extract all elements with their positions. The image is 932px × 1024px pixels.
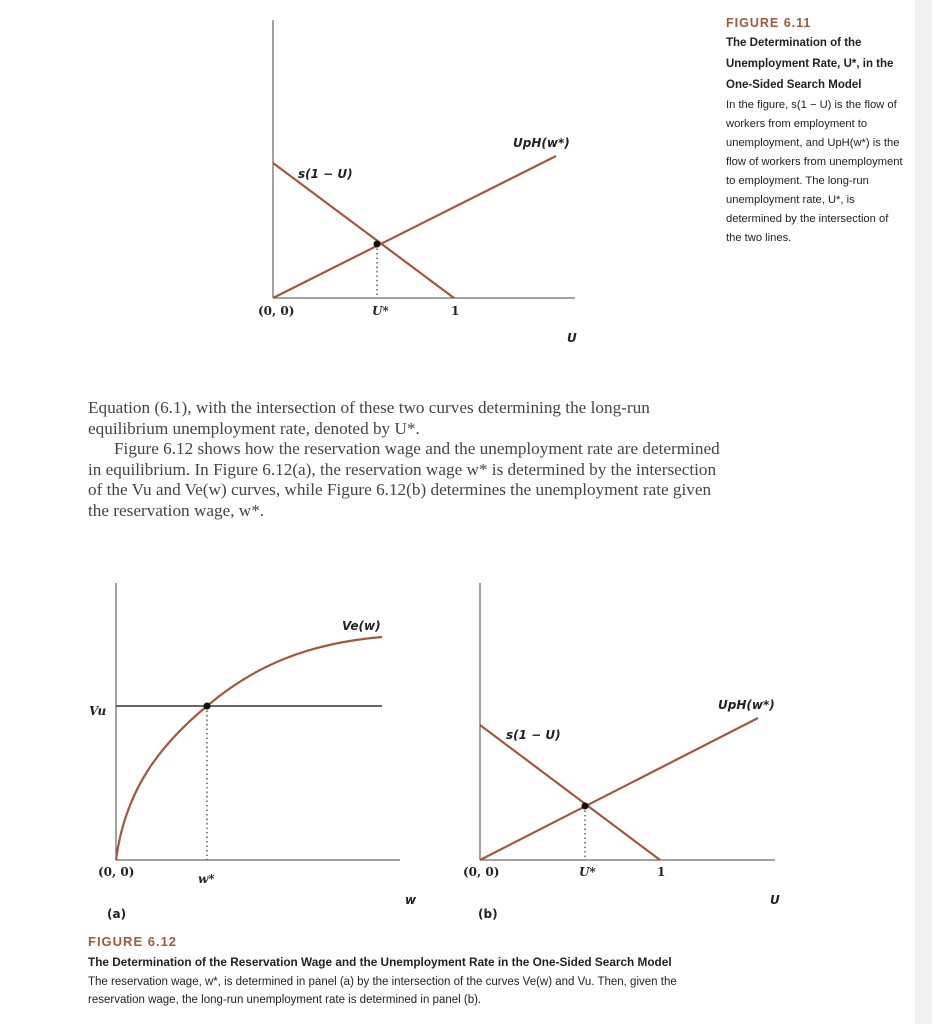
panel-b-s-line bbox=[480, 725, 660, 860]
panel-a-tag: (a) bbox=[107, 907, 127, 921]
figure-number: FIGURE 6.12 bbox=[88, 934, 178, 949]
panel-a bbox=[89, 583, 417, 921]
figure-title: The Determination of the Unemployment Rate, U*, in the One-Sided Search Model bbox=[726, 37, 894, 91]
panel-b-ustar-tick-label: U* bbox=[579, 865, 596, 879]
figure-caption-body: In the figure, s(1 − U) is the flow of workers from employment to unemployment, and UpH(w*) is the flow of workers from unemployment to employment. The long-run unemployment rate, U*, is determined by the intersection of the two lines. bbox=[726, 99, 903, 244]
panel-b-origin-label: (0, 0) bbox=[463, 865, 500, 879]
x-axis-label: U bbox=[567, 331, 577, 345]
origin-label: (0, 0) bbox=[258, 304, 295, 318]
uph-line-label: UpH(w*) bbox=[513, 136, 570, 150]
figure-6-12-caption bbox=[88, 933, 728, 1009]
panel-a-x-axis-label: w bbox=[405, 893, 417, 907]
panel-a-origin-label: (0, 0) bbox=[98, 865, 135, 879]
wstar-tick-label: w* bbox=[198, 872, 215, 886]
ve-label: Ve(w) bbox=[342, 619, 381, 633]
ve-curve bbox=[116, 637, 382, 860]
panel-b-one-tick-label: 1 bbox=[657, 865, 666, 879]
figure-caption-body: The reservation wage, w*, is determined in panel (a) by the intersection of the curves Ve(w) and Vu. Then, given the reservation wage, the long-run unemployment rate is determined in panel (b). bbox=[88, 976, 677, 1006]
panel-b-equilibrium-point bbox=[582, 803, 589, 810]
panel-b-uph-line-label: UpH(w*) bbox=[718, 698, 775, 712]
figure-number: FIGURE 6.11 bbox=[726, 16, 812, 30]
ustar-tick-label: U* bbox=[372, 304, 389, 318]
panel-b-s-line-label: s(1 − U) bbox=[506, 728, 561, 742]
paragraph-1: Equation (6.1), with the intersection of these two curves determining the long-run equilibrium unemployment rate, denoted by U*. bbox=[88, 398, 650, 438]
panel-b-x-axis-label: U bbox=[770, 893, 780, 907]
panel-b-tag: (b) bbox=[478, 907, 498, 921]
vu-label: Vu bbox=[89, 704, 107, 718]
panel-a-equilibrium-point bbox=[204, 703, 211, 710]
s-line-label: s(1 − U) bbox=[298, 167, 353, 181]
paragraph-2: Figure 6.12 shows how the reservation wage and the unemployment rate are determined in equilibrium. In Figure 6.12(a), the reservation wage w* is determined by the intersection of the Vu and Ve(w) curves, while Figure 6.12(b) determines the unemployment rate given the reservation wage, w*. bbox=[88, 439, 720, 520]
one-tick-label: 1 bbox=[451, 304, 460, 318]
figure-title: The Determination of the Reservation Wage and the Unemployment Rate in the One-Sided Search Model bbox=[88, 955, 672, 969]
panel-b bbox=[463, 583, 780, 921]
